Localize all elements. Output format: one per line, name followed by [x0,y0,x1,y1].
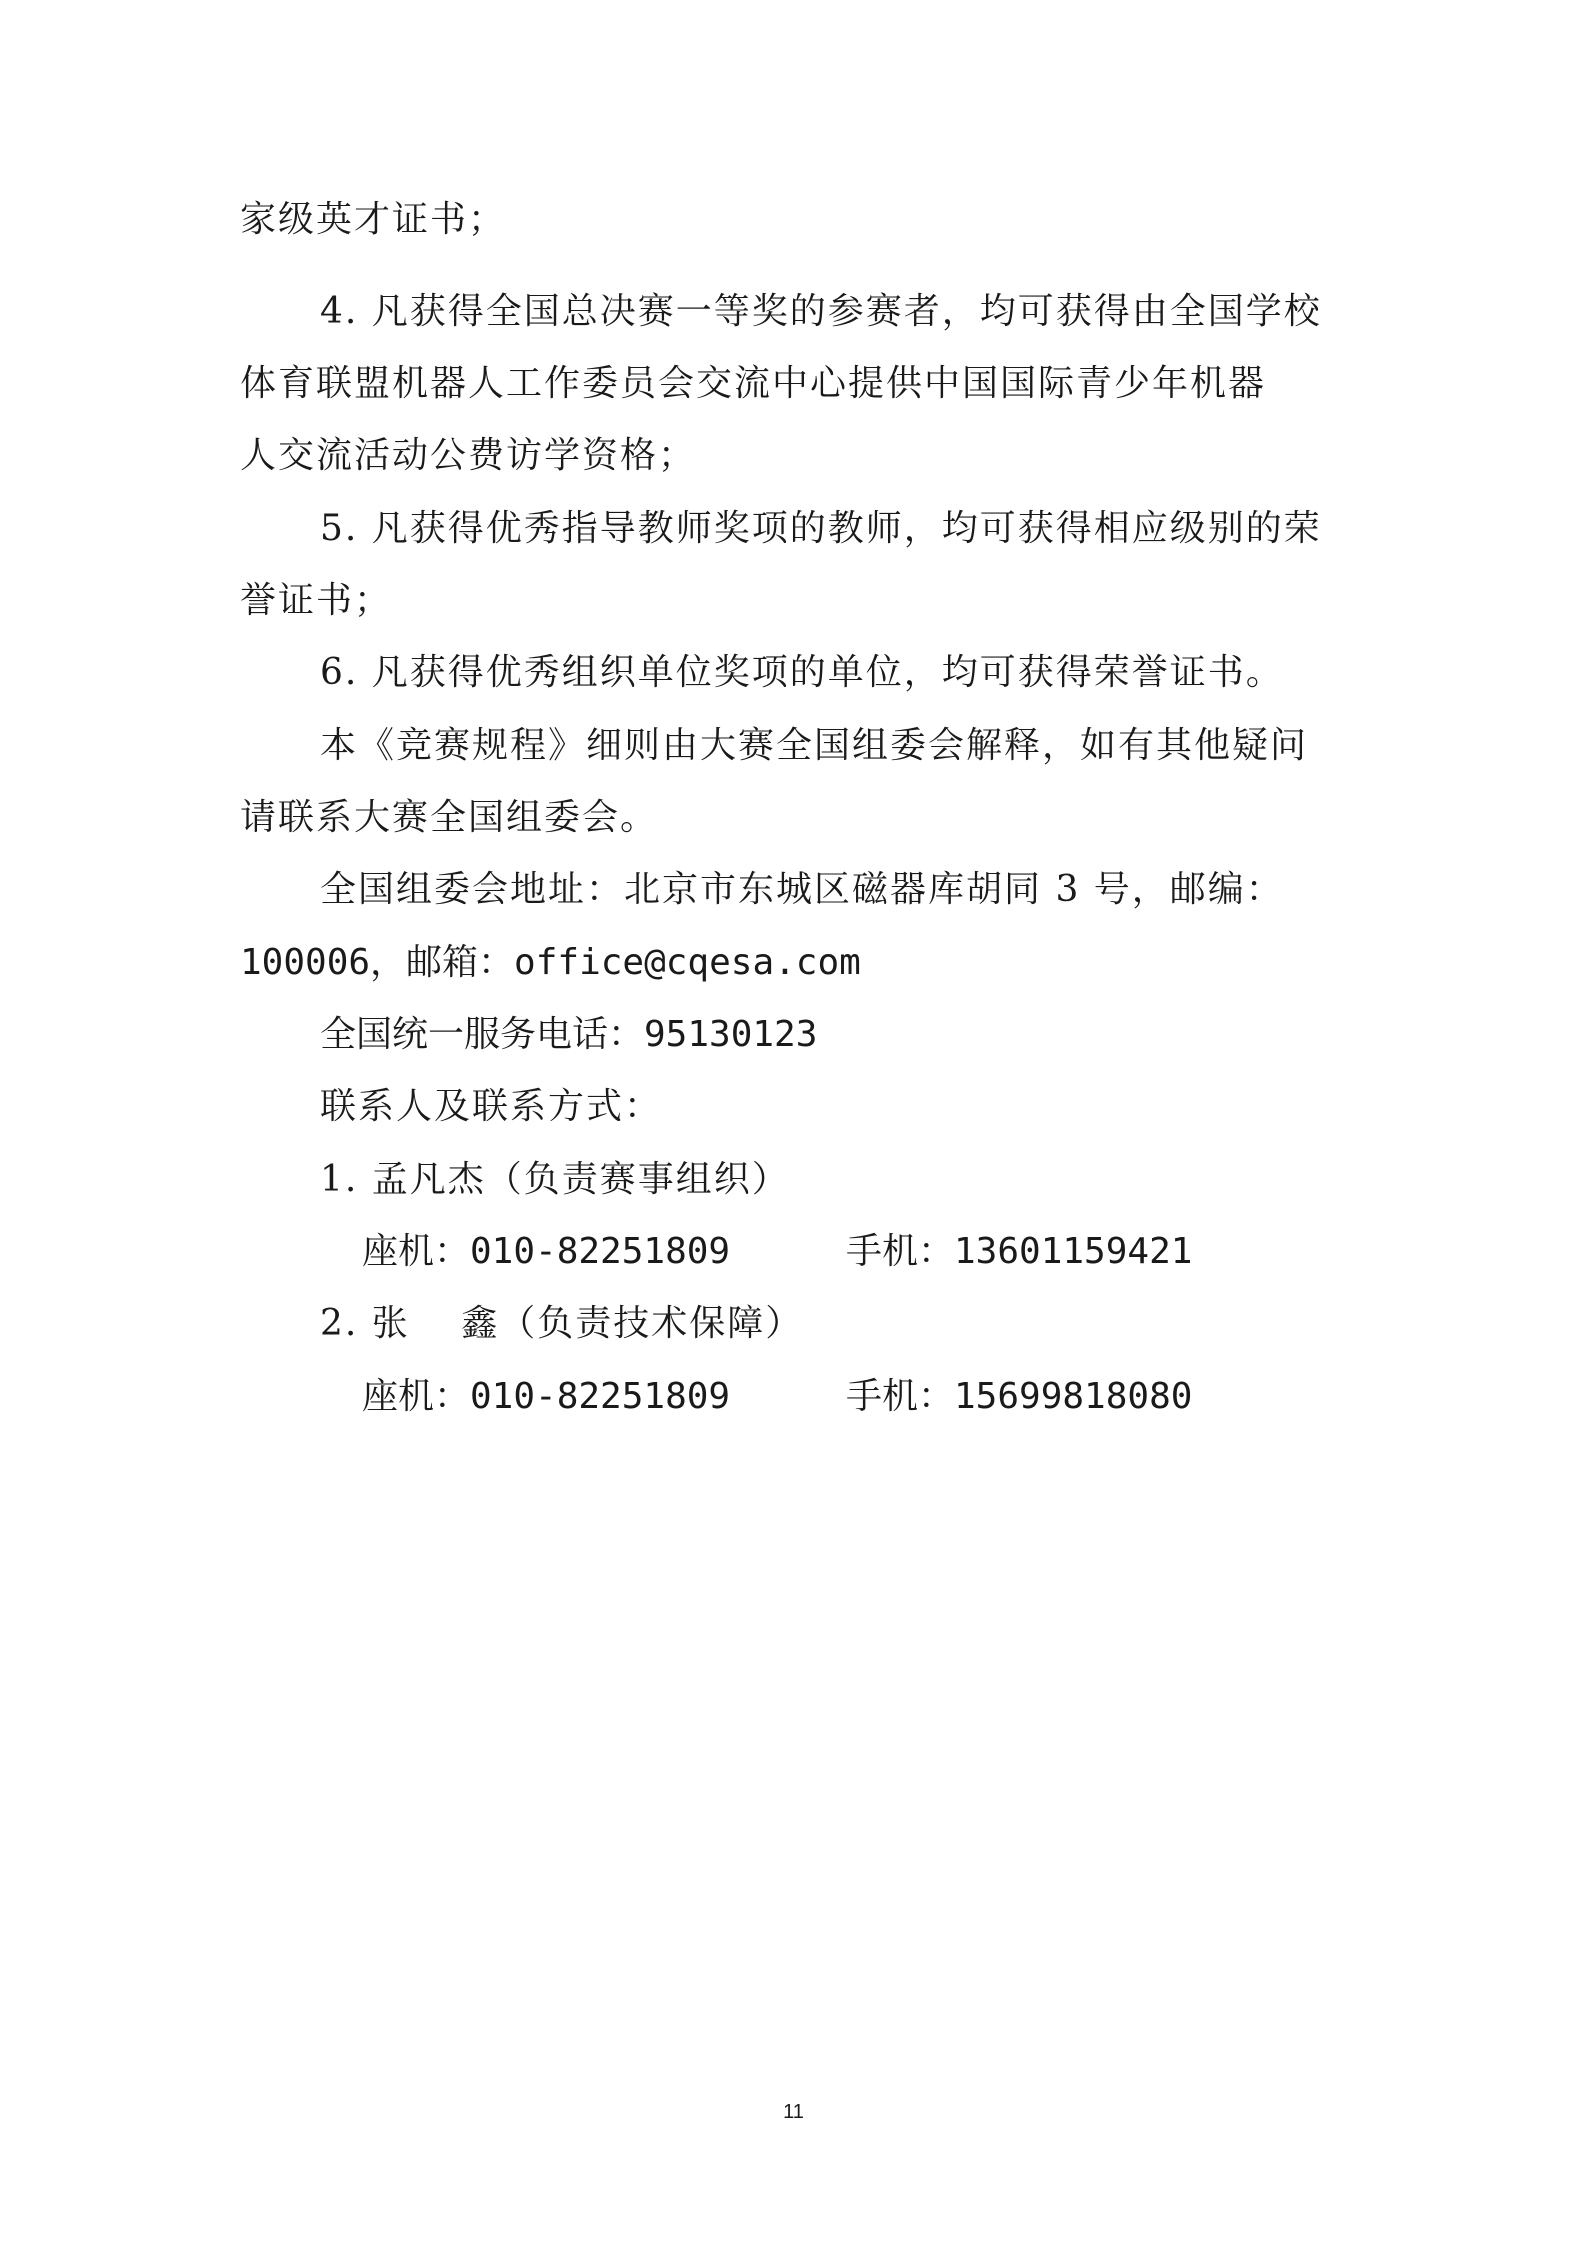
paragraph-line: 请联系大赛全国组委会。 [240,797,659,838]
paragraph-line: 6. 凡获得优秀组织单位奖项的单位，均可获得荣誉证书。 [320,652,1284,693]
contact-heading: 1. 孟凡杰（负责赛事组织） [320,1159,790,1200]
paragraph-line: 人交流活动公费访学资格； [240,435,697,476]
contact-mobile: 手机：15699818080 [846,1376,1193,1417]
paragraph-line: 体育联盟机器人工作委员会交流中心提供中国国际青少年机器 [240,363,1267,404]
contact-landline: 座机：010-82251809 [362,1376,731,1417]
paragraph-line: 誉证书； [240,580,393,621]
contact-landline: 座机：010-82251809 [362,1231,731,1272]
postal-email-line: 100006，邮箱：office@cqesa.com [240,942,861,983]
contacts-heading: 联系人及联系方式： [320,1086,663,1127]
contact-mobile: 手机：13601159421 [846,1231,1193,1272]
contact-heading: 2. 张 鑫（负责技术保障） [320,1303,804,1344]
service-phone-line: 全国统一服务电话：95130123 [320,1014,818,1055]
address-line: 全国组委会地址：北京市东城区磁器库胡同 3 号，邮编： [320,869,1284,910]
paragraph-line: 4. 凡获得全国总决赛一等奖的参赛者，均可获得由全国学校 [320,291,1322,332]
paragraph-line: 5. 凡获得优秀指导教师奖项的教师，均可获得相应级别的荣 [320,508,1322,549]
paragraph-line: 本《竞赛规程》细则由大赛全国组委会解释，如有其他疑问 [320,725,1309,766]
page-number: 11 [783,2101,804,2123]
paragraph-line: 家级英才证书； [240,199,507,240]
